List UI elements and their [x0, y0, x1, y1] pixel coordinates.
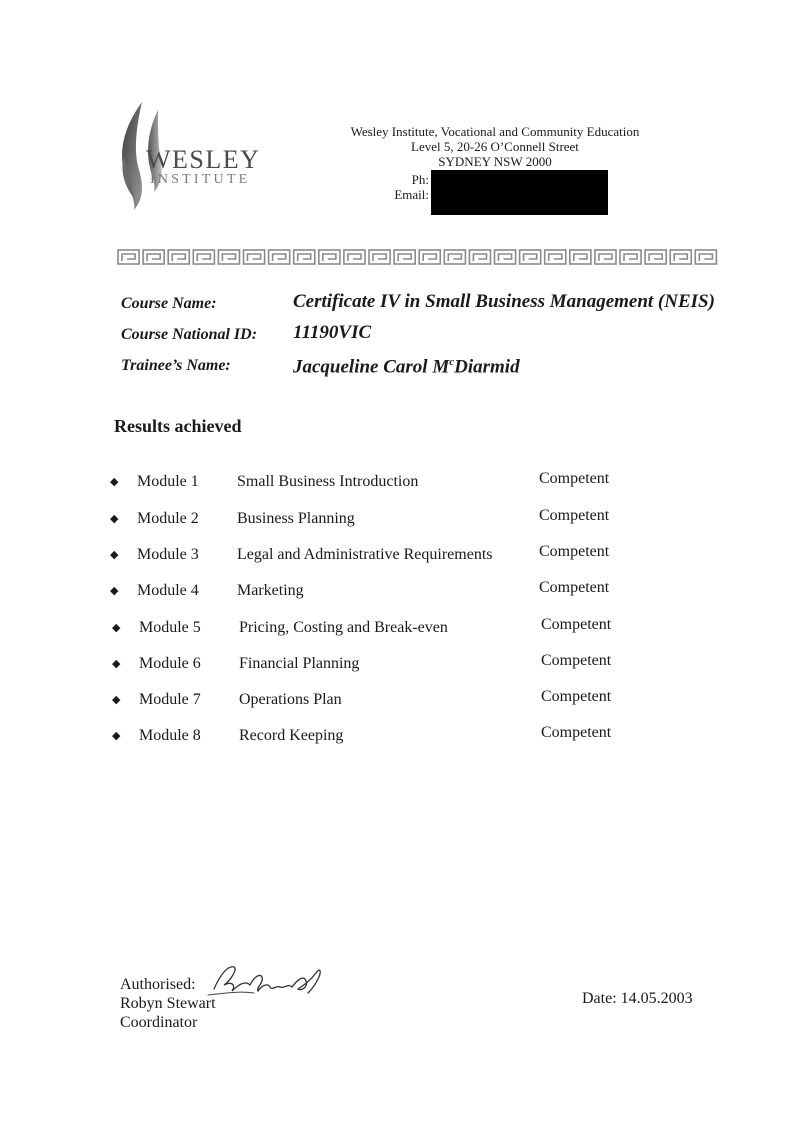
logo-subtitle: INSTITUTE: [150, 172, 251, 187]
authorised-label: Authorised:: [120, 976, 196, 993]
signer-role: Coordinator: [120, 1014, 198, 1031]
module-number: Module 7: [139, 691, 201, 708]
module-title: Pricing, Costing and Break-even: [239, 619, 448, 636]
module-row: [0, 509, 794, 531]
greek-key-border: [117, 248, 719, 266]
module-title: Legal and Administrative Requirements: [237, 546, 493, 563]
module-number: Module 1: [137, 473, 199, 490]
module-row: [0, 581, 794, 603]
module-row: [0, 472, 794, 494]
course-name-label: Course Name:: [121, 295, 217, 312]
trainee-name-superscript: c: [449, 356, 455, 368]
module-title: Marketing: [237, 582, 304, 599]
module-result: Competent: [541, 616, 612, 633]
diamond-bullet-icon: ◆: [110, 549, 119, 561]
trainee-name-value: [293, 352, 520, 377]
course-id-label: Course National ID:: [121, 326, 258, 343]
module-title: Business Planning: [237, 510, 355, 527]
module-result: Competent: [541, 724, 612, 741]
module-result: Competent: [539, 507, 610, 524]
diamond-bullet-icon: ◆: [112, 658, 121, 670]
course-name-value: Certificate IV in Small Business Management (NEIS): [293, 291, 715, 312]
institution-address: [300, 124, 690, 169]
module-row: [0, 545, 794, 567]
module-number: Module 4: [137, 582, 199, 599]
diamond-bullet-icon: ◆: [110, 513, 119, 525]
trainee-name-part-2: Diarmid: [454, 356, 520, 378]
diamond-bullet-icon: ◆: [112, 694, 121, 706]
diamond-bullet-icon: ◆: [110, 585, 119, 597]
module-title: Record Keeping: [239, 727, 344, 744]
module-number: Module 6: [139, 655, 201, 672]
module-row: [0, 690, 794, 712]
address-line-3: SYDNEY NSW 2000: [438, 154, 552, 169]
results-heading: Results achieved: [114, 416, 242, 436]
trainee-name-part-1: Jacqueline Carol M: [293, 356, 450, 378]
module-row: [0, 618, 794, 640]
module-number: Module 8: [139, 727, 201, 744]
phone-label: Ph:: [411, 172, 429, 187]
email-label: Email:: [394, 187, 429, 202]
module-result: Competent: [539, 579, 610, 596]
module-title: Operations Plan: [239, 691, 342, 708]
module-result: Competent: [539, 543, 610, 560]
address-line-1: Wesley Institute, Vocational and Community Education: [350, 124, 640, 139]
module-number: Module 5: [139, 619, 201, 636]
module-result: Competent: [539, 470, 610, 487]
module-row: [0, 654, 794, 676]
module-row: [0, 726, 794, 748]
handwritten-signature: [206, 955, 336, 1005]
diamond-bullet-icon: ◆: [112, 730, 121, 742]
module-result: Competent: [541, 688, 612, 705]
module-result: Competent: [541, 652, 612, 669]
module-number: Module 3: [137, 546, 199, 563]
module-title: Small Business Introduction: [237, 473, 419, 490]
address-line-2: Level 5, 20-26 O’Connell Street: [411, 139, 579, 154]
issue-date: Date: 14.05.2003: [582, 990, 693, 1007]
logo-wordmark: WESLEY: [146, 145, 261, 174]
course-id-value: 11190VIC: [293, 322, 372, 343]
diamond-bullet-icon: ◆: [112, 622, 121, 634]
signer-name: Robyn Stewart: [120, 995, 216, 1012]
module-number: Module 2: [137, 510, 199, 527]
diamond-bullet-icon: ◆: [110, 476, 119, 488]
module-title: Financial Planning: [239, 655, 360, 672]
trainee-name-label: Trainee’s Name:: [121, 357, 231, 374]
redaction-box: [431, 170, 608, 215]
